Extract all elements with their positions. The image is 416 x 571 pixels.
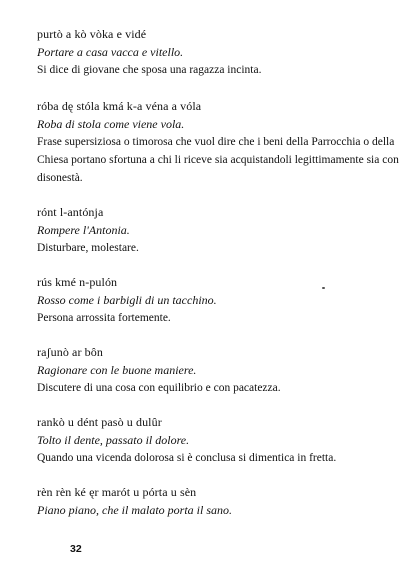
entry: [37, 97, 409, 187]
phrase-meaning: Quando una vicenda dolorosa si è conclusa si dimentica in fretta.: [37, 452, 337, 464]
entry: [37, 25, 409, 79]
dialect-phrase: raʃunò ar bôn: [37, 345, 103, 359]
phrase-meaning: Frase supersiziosa o timorosa che vuol dire che i beni della Parrocchia o della Chiesa portano sfortuna a chi li riceve sia acquistandoli legittimamente sia con disonestà.: [37, 136, 399, 184]
page-number: 32: [70, 543, 82, 555]
dialect-phrase: purtò a kò vòka e vidé: [37, 27, 147, 41]
phrase-meaning: Si dice di giovane che sposa una ragazza incinta.: [37, 64, 262, 76]
entry: [37, 273, 409, 327]
italian-translation: Ragionare con le buone maniere.: [37, 363, 197, 377]
dialect-phrase: rónt l-antónja: [37, 205, 104, 219]
phrase-meaning: Disturbare, molestare.: [37, 242, 139, 254]
italian-translation: Piano piano, che il malato porta il sano.: [37, 503, 232, 517]
italian-translation: Portare a casa vacca e vitello.: [37, 45, 184, 59]
dialect-phrase: róba dę stóla kmá k-a véna a vóla: [37, 99, 202, 113]
entry: [37, 203, 409, 257]
italian-translation: Roba di stola come viene vola.: [37, 117, 185, 131]
entry: [37, 413, 409, 467]
scan-speck: [322, 287, 325, 289]
italian-translation: Rosso come i barbigli di un tacchino.: [37, 293, 217, 307]
entry: [37, 483, 409, 519]
italian-translation: Tolto il dente, passato il dolore.: [37, 433, 190, 447]
dialect-phrase: rèn rèn ké ęr marót u pórta u sèn: [37, 485, 197, 499]
phrase-meaning: Persona arrossita fortemente.: [37, 312, 171, 324]
italian-translation: Rompere l'Antonia.: [37, 223, 130, 237]
entry: [37, 343, 409, 397]
dialect-phrase: rankò u dént pasò u dulûr: [37, 415, 162, 429]
phrase-meaning: Discutere di una cosa con equilibrio e con pacatezza.: [37, 382, 281, 394]
dialect-phrase: rús kmé n-pulón: [37, 275, 118, 289]
